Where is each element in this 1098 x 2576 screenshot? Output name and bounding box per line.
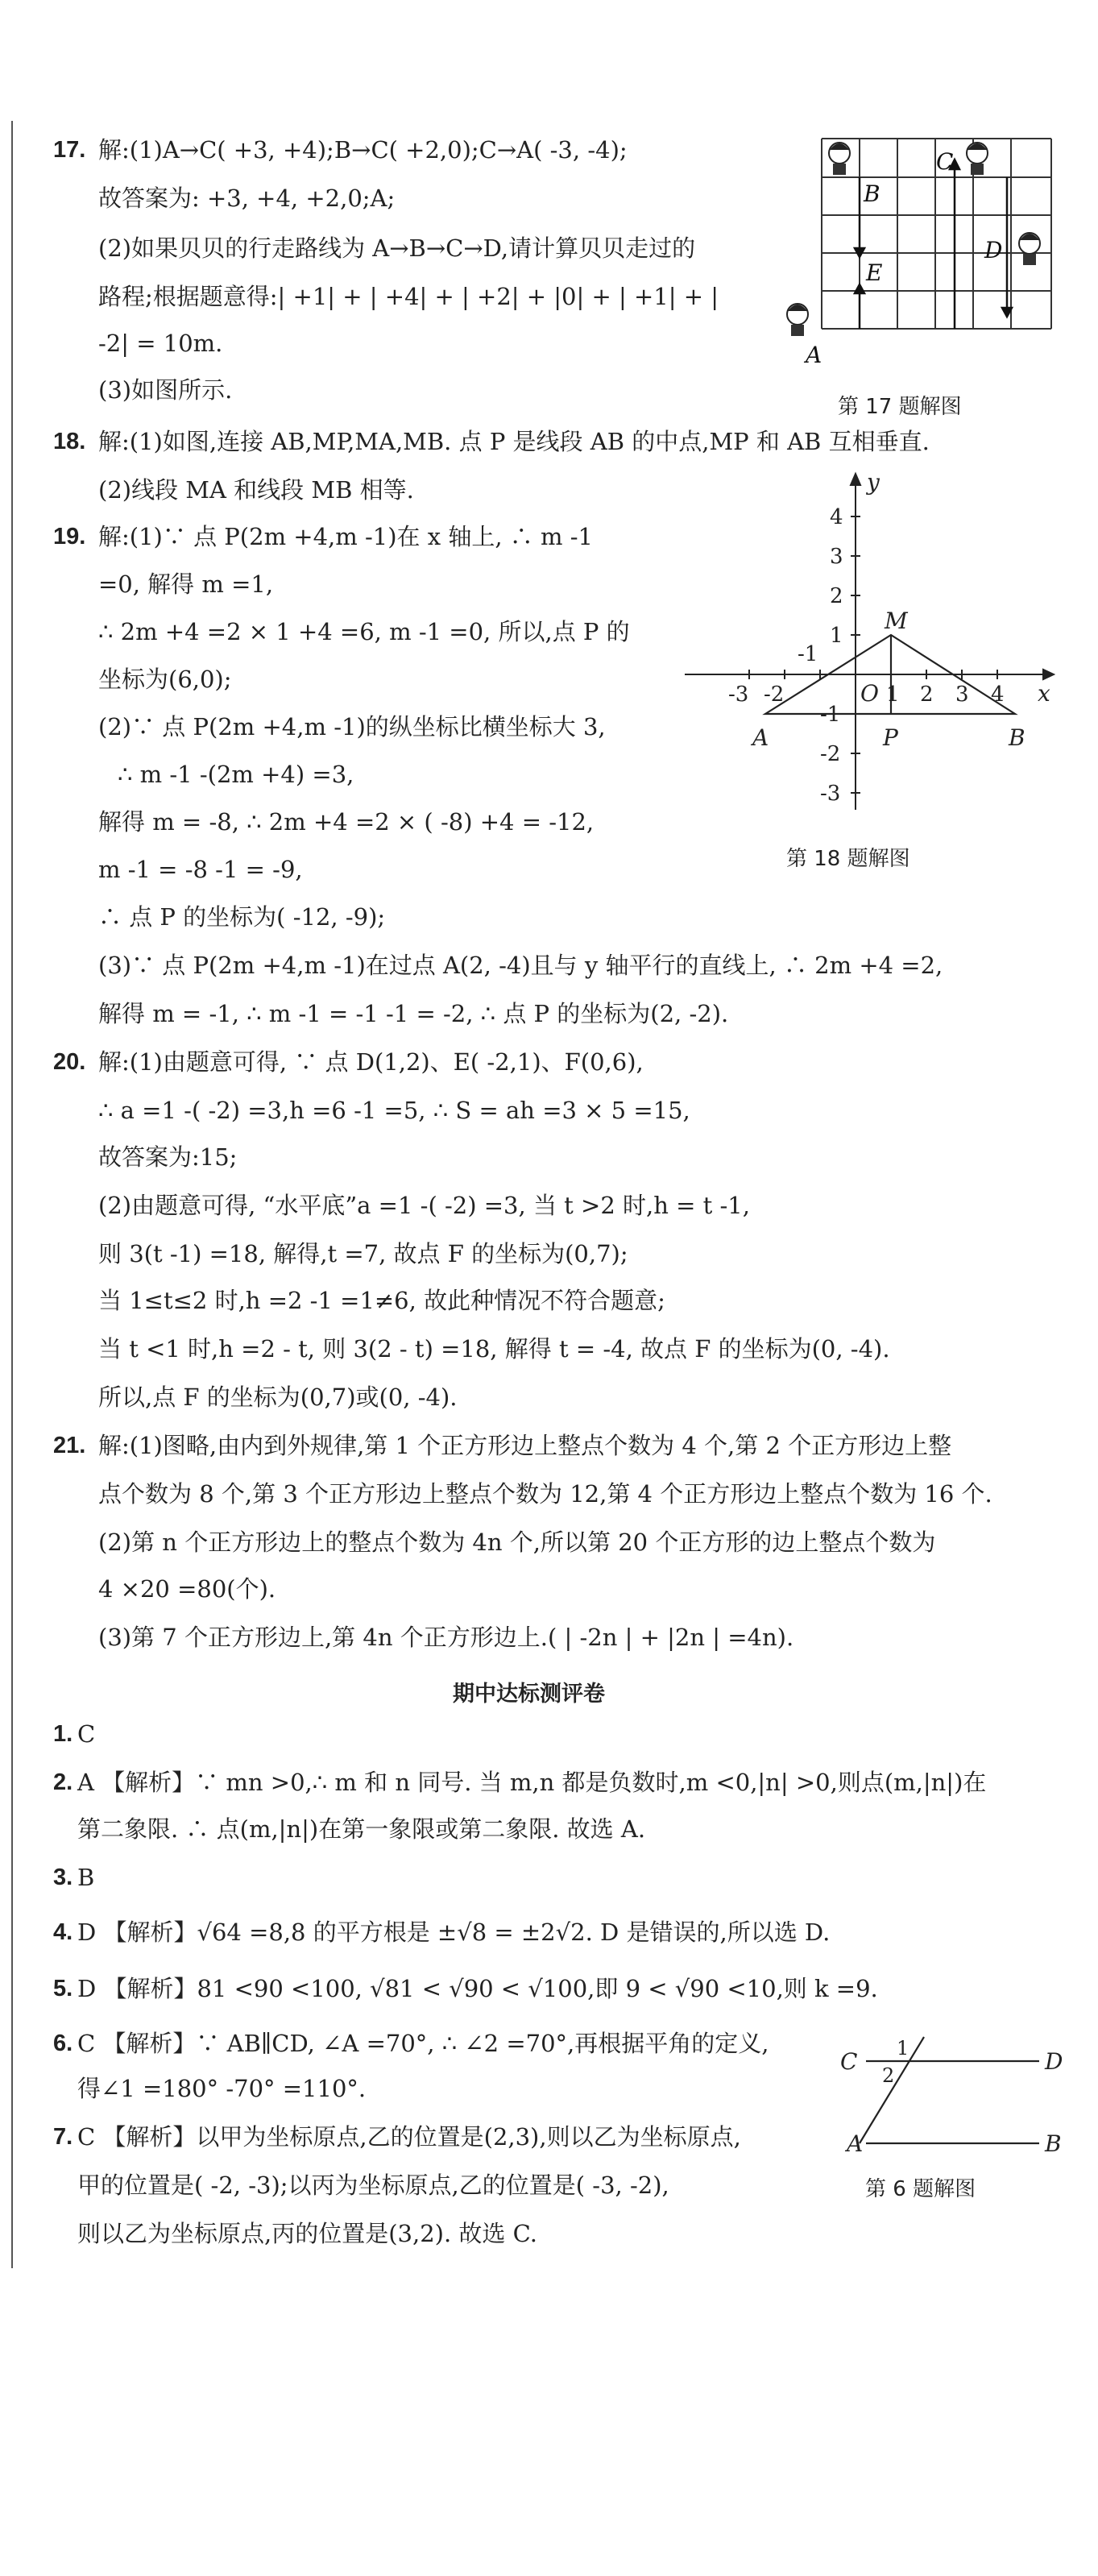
text-line: 所以,点 F 的坐标为(0,7)或(0, -4). <box>98 1383 458 1411</box>
y-tick: -1 <box>820 703 841 727</box>
cartoon-child-icon <box>967 143 988 175</box>
y-tick: -3 <box>820 782 841 806</box>
label-E: E <box>866 259 883 286</box>
point-M-label: M <box>885 608 908 634</box>
x-tick: 3 <box>955 682 969 707</box>
answer-line: 得∠1 =180° -70° =110°. <box>77 2075 367 2102</box>
text-line: 解:(1)由题意可得, ∵ 点 D(1,2)、E( -2,1)、F(0,6), <box>98 1048 644 1076</box>
label-D: D <box>984 237 1003 263</box>
text-line: 解:(1)如图,连接 AB,MP,MA,MB. 点 P 是线段 AB 的中点,MP 和 AB 互相垂直. <box>98 428 930 455</box>
figure-18-coordinate-plane <box>677 467 1055 838</box>
problem-number: 17. <box>53 137 86 163</box>
label-B: B <box>864 180 880 207</box>
cartoon-child-icon <box>829 143 850 175</box>
label-B: B <box>1045 2130 1062 2157</box>
answer-line: 第二象限. ∴ 点(m,|n|)在第一象限或第二象限. 故选 A. <box>77 1815 646 1843</box>
text-line: (2)由题意可得, “水平底”a =1 -( -2) =3, 当 t >2 时,h = t -1, <box>98 1192 750 1219</box>
text-line: 解得 m = -1, ∴ m -1 = -1 -1 = -2, ∴ 点 P 的坐标为(2, -2). <box>98 1000 729 1027</box>
text-line: 故答案为:15; <box>98 1143 238 1171</box>
text-line: (2)线段 MA 和线段 MB 相等. <box>98 476 414 504</box>
x-tick: -1 <box>798 642 818 666</box>
x-axis-label: x <box>1038 680 1050 707</box>
section-title: 期中达标测评卷 <box>453 1682 605 1707</box>
answer-number: 4. <box>53 1919 73 1945</box>
figure-6-parallel-lines <box>834 2031 1075 2159</box>
problem-number: 21. <box>53 1433 86 1458</box>
label-C: C <box>936 148 954 175</box>
text-line: 当 t <1 时,h =2 - t, 则 3(2 - t) =18, 解得 t = -4, 故点 F 的坐标为(0, -4). <box>98 1335 890 1363</box>
y-tick: -2 <box>820 742 841 766</box>
text-line: 解:(1)图略,由内到外规律,第 1 个正方形边上整点个数为 4 个,第 2 个正方形边上整 <box>98 1432 952 1459</box>
text-line: 坐标为(6,0); <box>98 666 232 693</box>
x-tick: 1 <box>886 682 900 707</box>
figure-6-caption: 第 6 题解图 <box>865 2177 976 2201</box>
text-line: (2)∵ 点 P(2m +4,m -1)的纵坐标比横坐标大 3, <box>98 713 606 740</box>
text-line: (3)第 7 个正方形边上,第 4n 个正方形边上.( | -2n | + |2n | =4n). <box>98 1624 794 1651</box>
text-line: m -1 = -8 -1 = -9, <box>98 856 303 883</box>
text-line: ∴ m -1 -(2m +4) =3, <box>118 761 354 788</box>
y-tick: 4 <box>830 505 843 529</box>
answer-number: 1. <box>53 1721 73 1747</box>
answer-line: 则以乙为坐标原点,丙的位置是(3,2). 故选 C. <box>77 2220 537 2247</box>
text-line: =0, 解得 m =1, <box>98 570 274 598</box>
answer-line: C 【解析】以甲为坐标原点,乙的位置是(2,3),则以乙为坐标原点, <box>77 2123 741 2151</box>
origin-label: O <box>860 680 879 707</box>
text-line: (3)∵ 点 P(2m +4,m -1)在过点 A(2, -4)且与 y 轴平行的直线上, ∴ 2m +4 =2, <box>98 952 943 979</box>
text-line: (2)第 n 个正方形边上的整点个数为 4n 个,所以第 20 个正方形的边上整点个数为 <box>98 1529 936 1556</box>
text-line: 故答案为: +3, +4, +2,0;A; <box>98 185 396 212</box>
figure-17-grid <box>773 129 1063 371</box>
text-line: 点个数为 8 个,第 3 个正方形边上整点个数为 12,第 4 个正方形边上整点个数为 16 个. <box>98 1480 992 1508</box>
x-tick: 2 <box>920 682 934 707</box>
answer-number: 7. <box>53 2124 73 2150</box>
answer-number: 2. <box>53 1769 73 1795</box>
answer-line: D 【解析】√64 =8,8 的平方根是 ±√8 = ±2√2. D 是错误的,所以选 D. <box>77 1919 831 1946</box>
x-tick: -3 <box>728 682 749 707</box>
point-A-label: A <box>752 724 769 751</box>
text-line: (2)如果贝贝的行走路线为 A→B→C→D,请计算贝贝走过的 <box>98 234 696 262</box>
answer-line: B <box>77 1864 95 1891</box>
y-tick: 3 <box>830 545 843 569</box>
text-line: 解:(1)A→C( +3, +4);B→C( +2,0);C→A( -3, -4); <box>98 136 628 164</box>
text-line: 解得 m = -8, ∴ 2m +4 =2 × ( -8) +4 = -12, <box>98 808 595 836</box>
answer-number: 6. <box>53 2031 73 2056</box>
y-axis-label: y <box>867 469 880 496</box>
answer-number: 3. <box>53 1865 73 1890</box>
answer-line: D 【解析】81 <90 <100, √81 < √90 < √100,即 9 < √90 <10,则 k =9. <box>77 1975 878 2002</box>
point-B-label: B <box>1009 724 1025 751</box>
answer-line: A 【解析】∵ mn >0,∴ m 和 n 同号. 当 m,n 都是负数时,m <0,|n| >0,则点(m,|n|)在 <box>77 1769 987 1796</box>
text-line: ∴ 2m +4 =2 × 1 +4 =6, m -1 =0, 所以,点 P 的 <box>98 618 630 645</box>
answer-number: 5. <box>53 1976 73 2001</box>
cartoon-child-icon <box>1019 233 1040 265</box>
figure-17-caption: 第 17 题解图 <box>838 395 962 419</box>
answer-line: C 【解析】∵ AB∥CD, ∠A =70°, ∴ ∠2 =70°,再根据平角的定义, <box>77 2030 769 2057</box>
label-A: A <box>806 342 822 368</box>
text-line: -2| = 10m. <box>98 330 223 357</box>
left-margin-rule <box>11 121 13 2268</box>
answer-line: 甲的位置是( -2, -3);以丙为坐标原点,乙的位置是( -3, -2), <box>77 2172 669 2199</box>
cartoon-child-icon <box>787 304 808 336</box>
angle-1-label: 1 <box>897 2037 909 2060</box>
text-line: 则 3(t -1) =18, 解得,t =7, 故点 F 的坐标为(0,7); <box>98 1240 628 1267</box>
text-line: ∴ 点 P 的坐标为( -12, -9); <box>98 903 386 931</box>
angle-2-label: 2 <box>882 2064 895 2087</box>
label-D: D <box>1045 2048 1063 2075</box>
text-line: 解:(1)∵ 点 P(2m +4,m -1)在 x 轴上, ∴ m -1 <box>98 523 593 550</box>
point-P-label: P <box>883 724 898 751</box>
text-line: 路程;根据题意得:| +1| + | +4| + | +2| + |0| + | +1| + | <box>98 283 719 310</box>
y-tick: 2 <box>830 584 843 608</box>
text-line: 4 ×20 =80(个). <box>98 1575 276 1603</box>
label-A: A <box>847 2130 864 2157</box>
problem-number: 18. <box>53 429 86 454</box>
x-tick: 4 <box>991 682 1005 707</box>
x-tick: -2 <box>764 682 785 707</box>
label-C: C <box>840 2048 858 2075</box>
text-line: (3)如图所示. <box>98 376 233 404</box>
y-tick: 1 <box>830 624 843 648</box>
problem-number: 19. <box>53 524 86 550</box>
text-line: ∴ a =1 -( -2) =3,h =6 -1 =5, ∴ S = ah =3 × 5 =15, <box>98 1097 690 1124</box>
problem-number: 20. <box>53 1049 86 1075</box>
figure-18-caption: 第 18 题解图 <box>786 847 910 871</box>
answer-line: C <box>77 1720 96 1748</box>
text-line: 当 1≤t≤2 时,h =2 -1 =1≠6, 故此种情况不符合题意; <box>98 1287 665 1314</box>
